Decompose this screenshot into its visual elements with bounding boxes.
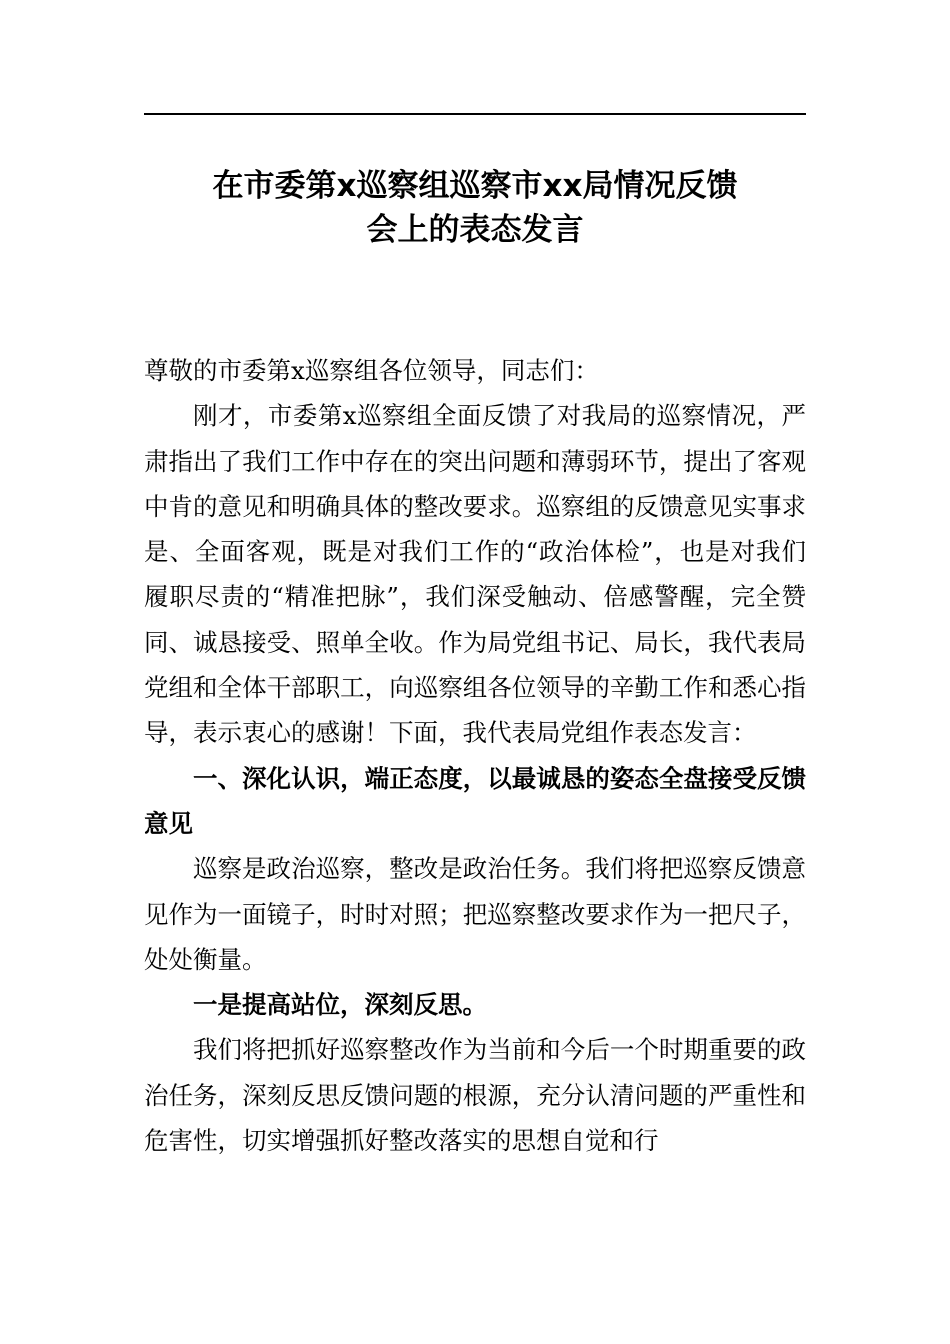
document-body [144,348,806,1163]
salutation: 尊敬的市委第x巡察组各位领导，同志们： [144,356,599,385]
opening-paragraph: 刚才，市委第x巡察组全面反馈了对我局的巡察情况，严肃指出了我们工作中存在的突出问题和薄弱环节，提出了客观中肯的意见和明确具体的整改要求。巡察组的反馈意见实事求是、全面客观，既是对我们工作的“政治体检”，也是对我们履职尽责的“精准把脉”，我们深受触动、倍感警醒，完全赞同、诚恳接受、照单全收。作为局党组书记、局长，我代表局党组和全体干部职工，向巡察组各位领导的辛勤工作和悉心指导，表示衷心的感谢！下面，我代表局党组作表态发言： [144,401,806,748]
section-paragraph: 巡察是政治巡察，整改是政治任务。我们将把巡察反馈意见作为一面镜子，时时对照；把巡察整改要求作为一把尺子，处处衡量。 [144,854,806,974]
subheading: 一是提高站位，深刻反思。 [193,990,487,1020]
header-rule [144,113,806,115]
title-line-1: 在市委第x巡察组巡察市xx局情况反馈 [212,168,738,204]
subsection-paragraph: 我们将把抓好巡察整改作为当前和今后一个时期重要的政治任务，深刻反思反馈问题的根源，充分认清问题的严重性和危害性，切实增强抓好整改落实的思想自觉和行 [144,1035,806,1156]
section-heading: 一、深化认识，端正态度，以最诚恳的姿态全盘接受反馈意见 [144,763,806,838]
document-title [144,164,806,252]
title-line-2: 会上的表态发言 [366,212,584,248]
